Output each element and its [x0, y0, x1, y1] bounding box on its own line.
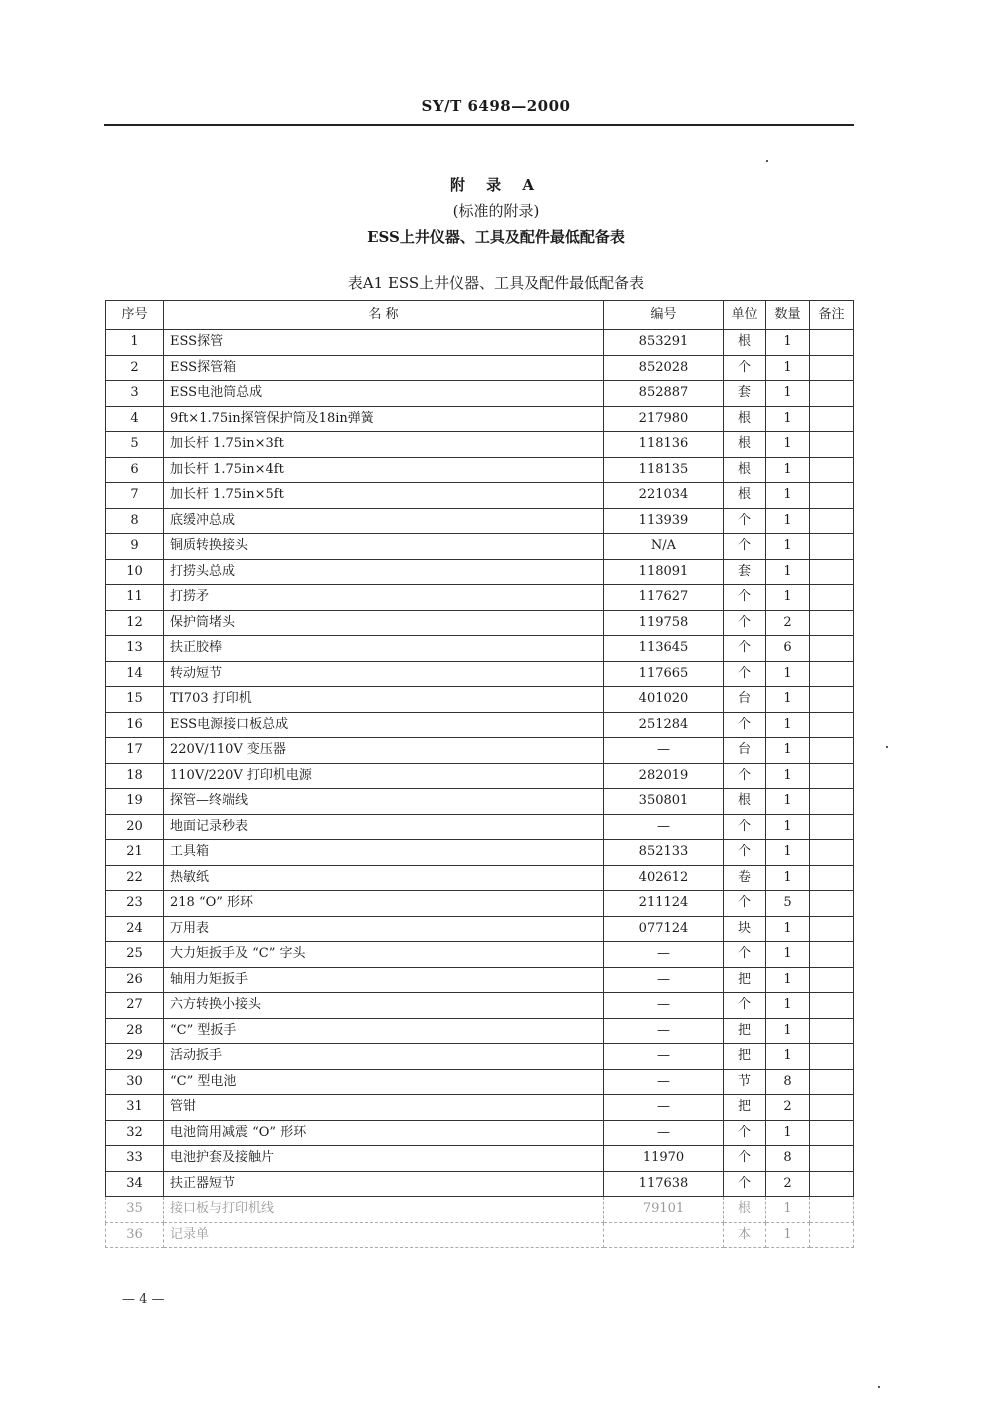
cell-code: 79101 [604, 1197, 724, 1223]
cell-name: 大力矩扳手及 “C” 字头 [164, 942, 604, 968]
cell-unit: 把 [724, 967, 766, 993]
table-row [106, 814, 854, 840]
cell-remark [810, 1222, 854, 1248]
cell-code: 118136 [604, 432, 724, 458]
cell-unit: 个 [724, 712, 766, 738]
cell-qty: 1 [766, 508, 810, 534]
cell-code: 251284 [604, 712, 724, 738]
cell-code [604, 1222, 724, 1248]
table-row [106, 355, 854, 381]
cell-no: 20 [106, 814, 164, 840]
cell-qty: 1 [766, 1222, 810, 1248]
appendix-subtitle: (标准的附录) [452, 202, 540, 220]
cell-qty: 1 [766, 916, 810, 942]
header-unit: 单位 [724, 301, 766, 330]
cell-remark [810, 534, 854, 560]
cell-qty: 1 [766, 534, 810, 560]
table-row [106, 967, 854, 993]
table-row [106, 1146, 854, 1172]
cell-no: 11 [106, 585, 164, 611]
cell-name: 保护筒堵头 [164, 610, 604, 636]
scan-speck [878, 1386, 880, 1388]
cell-unit: 根 [724, 457, 766, 483]
table-row [106, 483, 854, 509]
appendix-titles [0, 174, 992, 252]
cell-no: 36 [106, 1222, 164, 1248]
table-body [106, 330, 854, 1248]
cell-unit: 套 [724, 559, 766, 585]
cell-unit: 根 [724, 432, 766, 458]
cell-remark [810, 1095, 854, 1121]
cell-qty: 1 [766, 330, 810, 356]
cell-unit: 个 [724, 814, 766, 840]
cell-code: — [604, 1069, 724, 1095]
table-row [106, 508, 854, 534]
cell-no: 34 [106, 1171, 164, 1197]
cell-name: 打捞头总成 [164, 559, 604, 585]
cell-name: 活动扳手 [164, 1044, 604, 1070]
table-row [106, 865, 854, 891]
equipment-table [105, 300, 854, 1248]
cell-qty: 1 [766, 789, 810, 815]
cell-name: ESS探管箱 [164, 355, 604, 381]
table-row [106, 840, 854, 866]
cell-code: 221034 [604, 483, 724, 509]
cell-no: 32 [106, 1120, 164, 1146]
table-row [106, 1095, 854, 1121]
cell-no: 24 [106, 916, 164, 942]
cell-code: 853291 [604, 330, 724, 356]
scan-speck [766, 160, 768, 162]
cell-qty: 2 [766, 610, 810, 636]
cell-remark [810, 661, 854, 687]
cell-no: 9 [106, 534, 164, 560]
table-row [106, 1120, 854, 1146]
table-row [106, 712, 854, 738]
cell-no: 5 [106, 432, 164, 458]
cell-unit: 块 [724, 916, 766, 942]
table-row [106, 763, 854, 789]
cell-unit: 个 [724, 355, 766, 381]
cell-name: 加长杆 1.75in×5ft [164, 483, 604, 509]
cell-name: 220V/110V 变压器 [164, 738, 604, 764]
cell-qty: 1 [766, 840, 810, 866]
appendix-title: 附 录 A [449, 176, 543, 194]
cell-remark [810, 610, 854, 636]
cell-code: 217980 [604, 406, 724, 432]
cell-no: 7 [106, 483, 164, 509]
cell-code: 852887 [604, 381, 724, 407]
cell-no: 4 [106, 406, 164, 432]
cell-code: 117627 [604, 585, 724, 611]
cell-qty: 1 [766, 457, 810, 483]
table-row [106, 534, 854, 560]
cell-qty: 5 [766, 891, 810, 917]
cell-unit: 个 [724, 1171, 766, 1197]
cell-qty: 1 [766, 1197, 810, 1223]
cell-qty: 8 [766, 1069, 810, 1095]
cell-no: 19 [106, 789, 164, 815]
cell-code: — [604, 738, 724, 764]
cell-qty: 1 [766, 432, 810, 458]
cell-code: 211124 [604, 891, 724, 917]
cell-unit: 把 [724, 1095, 766, 1121]
cell-remark [810, 457, 854, 483]
table-row [106, 789, 854, 815]
cell-no: 13 [106, 636, 164, 662]
cell-name: “C” 型扳手 [164, 1018, 604, 1044]
cell-code: 117638 [604, 1171, 724, 1197]
cell-remark [810, 559, 854, 585]
cell-code: — [604, 814, 724, 840]
table-row [106, 330, 854, 356]
cell-no: 17 [106, 738, 164, 764]
cell-unit: 根 [724, 330, 766, 356]
cell-qty: 1 [766, 993, 810, 1019]
cell-name: 加长杆 1.75in×3ft [164, 432, 604, 458]
cell-name: 110V/220V 打印机电源 [164, 763, 604, 789]
cell-name: 转动短节 [164, 661, 604, 687]
cell-unit: 卷 [724, 865, 766, 891]
cell-remark [810, 916, 854, 942]
cell-name: ESS探管 [164, 330, 604, 356]
cell-remark [810, 1018, 854, 1044]
page-header-code: SY/T 6498—2000 [421, 97, 571, 115]
table-row [106, 661, 854, 687]
cell-name: 六方转换小接头 [164, 993, 604, 1019]
cell-unit: 把 [724, 1018, 766, 1044]
scan-speck [886, 746, 888, 748]
cell-unit: 个 [724, 891, 766, 917]
cell-no: 28 [106, 1018, 164, 1044]
cell-remark [810, 1120, 854, 1146]
cell-no: 29 [106, 1044, 164, 1070]
cell-qty: 1 [766, 814, 810, 840]
cell-code: 113939 [604, 508, 724, 534]
cell-remark [810, 1171, 854, 1197]
cell-unit: 个 [724, 993, 766, 1019]
cell-remark [810, 814, 854, 840]
cell-remark [810, 406, 854, 432]
cell-name: 接口板与打印机线 [164, 1197, 604, 1223]
cell-no: 6 [106, 457, 164, 483]
cell-code: 118091 [604, 559, 724, 585]
table-row [106, 559, 854, 585]
cell-unit: 套 [724, 381, 766, 407]
cell-remark [810, 942, 854, 968]
cell-code: — [604, 1120, 724, 1146]
cell-no: 2 [106, 355, 164, 381]
cell-remark [810, 1197, 854, 1223]
cell-no: 8 [106, 508, 164, 534]
cell-code: 852028 [604, 355, 724, 381]
cell-code: 11970 [604, 1146, 724, 1172]
cell-no: 33 [106, 1146, 164, 1172]
cell-remark [810, 355, 854, 381]
table-row [106, 1044, 854, 1070]
cell-remark [810, 636, 854, 662]
cell-code: — [604, 993, 724, 1019]
cell-name: 地面记录秒表 [164, 814, 604, 840]
cell-no: 1 [106, 330, 164, 356]
cell-remark [810, 508, 854, 534]
cell-qty: 1 [766, 712, 810, 738]
cell-remark [810, 1044, 854, 1070]
table-row [106, 610, 854, 636]
cell-unit: 个 [724, 840, 766, 866]
cell-name: 扶正器短节 [164, 1171, 604, 1197]
table-row [106, 1171, 854, 1197]
cell-qty: 1 [766, 381, 810, 407]
cell-no: 27 [106, 993, 164, 1019]
cell-remark [810, 840, 854, 866]
cell-unit: 本 [724, 1222, 766, 1248]
cell-remark [810, 891, 854, 917]
cell-unit: 个 [724, 1146, 766, 1172]
table-row [106, 1197, 854, 1223]
header-no: 序号 [106, 301, 164, 330]
cell-no: 10 [106, 559, 164, 585]
cell-name: 电池护套及接触片 [164, 1146, 604, 1172]
cell-remark [810, 763, 854, 789]
cell-qty: 1 [766, 763, 810, 789]
header-rule [104, 124, 854, 126]
cell-unit: 个 [724, 610, 766, 636]
cell-qty: 1 [766, 585, 810, 611]
cell-unit: 个 [724, 763, 766, 789]
cell-name: 打捞矛 [164, 585, 604, 611]
table-row [106, 738, 854, 764]
cell-remark [810, 993, 854, 1019]
cell-remark [810, 330, 854, 356]
appendix-heading: ESS上井仪器、工具及配件最低配备表 [367, 228, 625, 246]
cell-qty: 1 [766, 865, 810, 891]
cell-code: 402612 [604, 865, 724, 891]
cell-qty: 2 [766, 1095, 810, 1121]
table-row [106, 1222, 854, 1248]
cell-code: 118135 [604, 457, 724, 483]
cell-name: 底缓冲总成 [164, 508, 604, 534]
cell-no: 16 [106, 712, 164, 738]
cell-unit: 个 [724, 636, 766, 662]
cell-remark [810, 432, 854, 458]
table-caption: 表A1 ESS上井仪器、工具及配件最低配备表 [347, 274, 645, 292]
cell-name: 铜质转换接头 [164, 534, 604, 560]
cell-name: 电池筒用减震 “O” 形环 [164, 1120, 604, 1146]
table-row [106, 381, 854, 407]
table-row [106, 1018, 854, 1044]
cell-qty: 1 [766, 661, 810, 687]
cell-no: 3 [106, 381, 164, 407]
table-row [106, 1069, 854, 1095]
cell-qty: 1 [766, 967, 810, 993]
table-row [106, 636, 854, 662]
cell-qty: 1 [766, 559, 810, 585]
cell-unit: 节 [724, 1069, 766, 1095]
table-header-row [106, 301, 854, 330]
cell-name: ESS电源接口板总成 [164, 712, 604, 738]
cell-qty: 1 [766, 1120, 810, 1146]
cell-code: N/A [604, 534, 724, 560]
cell-name: 加长杆 1.75in×4ft [164, 457, 604, 483]
cell-qty: 1 [766, 738, 810, 764]
cell-code: — [604, 942, 724, 968]
cell-name: ESS电池筒总成 [164, 381, 604, 407]
header-qty: 数量 [766, 301, 810, 330]
cell-name: 万用表 [164, 916, 604, 942]
page-number: — 4 — [122, 1292, 165, 1307]
cell-no: 21 [106, 840, 164, 866]
cell-no: 35 [106, 1197, 164, 1223]
cell-qty: 1 [766, 483, 810, 509]
table-row [106, 942, 854, 968]
cell-no: 14 [106, 661, 164, 687]
cell-code: — [604, 1018, 724, 1044]
cell-remark [810, 738, 854, 764]
cell-code: — [604, 1095, 724, 1121]
cell-unit: 个 [724, 508, 766, 534]
cell-no: 23 [106, 891, 164, 917]
cell-unit: 根 [724, 483, 766, 509]
header-remark: 备注 [810, 301, 854, 330]
cell-no: 30 [106, 1069, 164, 1095]
cell-qty: 1 [766, 355, 810, 381]
cell-unit: 个 [724, 534, 766, 560]
cell-remark [810, 585, 854, 611]
cell-name: 218 “O” 形环 [164, 891, 604, 917]
cell-name: 工具箱 [164, 840, 604, 866]
cell-no: 18 [106, 763, 164, 789]
cell-remark [810, 712, 854, 738]
cell-name: 热敏纸 [164, 865, 604, 891]
cell-qty: 1 [766, 406, 810, 432]
cell-no: 12 [106, 610, 164, 636]
cell-name: 扶正胶棒 [164, 636, 604, 662]
cell-remark [810, 381, 854, 407]
cell-remark [810, 967, 854, 993]
cell-remark [810, 865, 854, 891]
cell-code: 852133 [604, 840, 724, 866]
cell-name: 记录单 [164, 1222, 604, 1248]
cell-qty: 1 [766, 942, 810, 968]
cell-unit: 把 [724, 1044, 766, 1070]
cell-name: 轴用力矩扳手 [164, 967, 604, 993]
table-row [106, 916, 854, 942]
cell-unit: 台 [724, 687, 766, 713]
cell-code: 113645 [604, 636, 724, 662]
cell-qty: 6 [766, 636, 810, 662]
cell-remark [810, 687, 854, 713]
table-row [106, 457, 854, 483]
cell-no: 31 [106, 1095, 164, 1121]
cell-qty: 1 [766, 1044, 810, 1070]
cell-no: 15 [106, 687, 164, 713]
cell-code: 117665 [604, 661, 724, 687]
cell-unit: 个 [724, 942, 766, 968]
cell-unit: 个 [724, 661, 766, 687]
cell-no: 22 [106, 865, 164, 891]
cell-name: TI703 打印机 [164, 687, 604, 713]
cell-unit: 根 [724, 1197, 766, 1223]
cell-qty: 1 [766, 1018, 810, 1044]
table-row [106, 432, 854, 458]
cell-unit: 根 [724, 406, 766, 432]
cell-qty: 1 [766, 687, 810, 713]
cell-code: 119758 [604, 610, 724, 636]
cell-remark [810, 1146, 854, 1172]
cell-remark [810, 789, 854, 815]
cell-unit: 个 [724, 1120, 766, 1146]
cell-qty: 8 [766, 1146, 810, 1172]
table-row [106, 406, 854, 432]
cell-code: — [604, 1044, 724, 1070]
cell-name: 9ft×1.75in探管保护筒及18in弹簧 [164, 406, 604, 432]
header-name: 名 称 [164, 301, 604, 330]
table-row [106, 585, 854, 611]
header-code: 编号 [604, 301, 724, 330]
cell-no: 26 [106, 967, 164, 993]
cell-remark [810, 483, 854, 509]
cell-no: 25 [106, 942, 164, 968]
table-row [106, 687, 854, 713]
cell-unit: 个 [724, 585, 766, 611]
cell-code: 401020 [604, 687, 724, 713]
cell-code: 077124 [604, 916, 724, 942]
cell-name: “C” 型电池 [164, 1069, 604, 1095]
table-row [106, 891, 854, 917]
cell-remark [810, 1069, 854, 1095]
cell-code: — [604, 967, 724, 993]
cell-unit: 根 [724, 789, 766, 815]
cell-qty: 2 [766, 1171, 810, 1197]
cell-code: 350801 [604, 789, 724, 815]
table-row [106, 993, 854, 1019]
cell-name: 探管—终端线 [164, 789, 604, 815]
cell-unit: 台 [724, 738, 766, 764]
cell-name: 管钳 [164, 1095, 604, 1121]
cell-code: 282019 [604, 763, 724, 789]
